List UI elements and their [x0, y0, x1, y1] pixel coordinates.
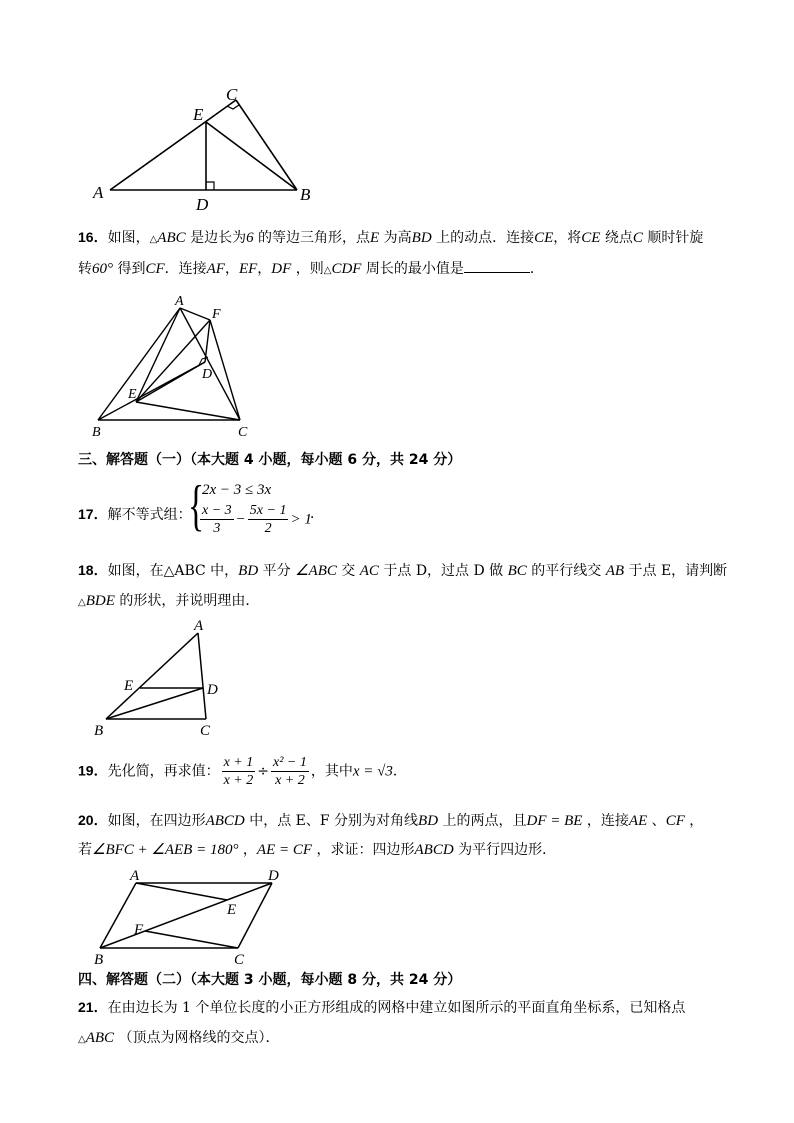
question-16-line1: 16．如图，△ABC 是边长为6 的等边三角形，点E 为高BD 上的动点．连接CE，将CE 绕点C 顺时针旋	[78, 229, 704, 246]
label-a: A	[194, 618, 204, 634]
system-brace: {	[188, 475, 205, 537]
question-16-line2: 转60° 得到CF．连接AF，EF，DF ，则△CDF 周长的最小值是 ．	[78, 258, 544, 281]
label-e: E	[128, 387, 137, 402]
label-e: E	[193, 105, 204, 124]
question-18-line2: △BDE 的形状，并说明理由．	[78, 593, 260, 609]
label-d: D	[202, 367, 213, 382]
label-f: F	[212, 307, 221, 322]
question-number: 18．	[78, 562, 108, 578]
label-d: D	[268, 868, 279, 884]
question-21-line1: 21．在由边长为 1 个单位长度的小正方形组成的网格中建立如图所示的平面直角坐标系，已知格点	[78, 999, 686, 1016]
question-number: 17．	[78, 506, 108, 522]
question-number: 21．	[78, 999, 108, 1015]
figure-q18	[88, 615, 238, 740]
question-18-line1: 18．如图，在△ABC 中，BD 平分 ∠ABC 交 AC 于点 D，过点 D 做 BC 的平行线交 AB 于点 E，请判断	[78, 562, 728, 579]
label-c: C	[200, 723, 211, 739]
label-c: C	[226, 85, 238, 104]
label-b: B	[300, 185, 311, 204]
question-19: 19．先化简，再求值： $\frac{x + 1}{x + 2}$ ÷ $\frac{\text{x² − 1}}{x + 2}$ ，其中x = √3．	[78, 755, 407, 788]
section-4-heading: 四、解答题（二）（本大题 3 小题，每小题 8 分，共 24 分）	[78, 972, 462, 988]
label-f: F	[134, 922, 144, 938]
question-21-line2: △ABC （顶点为网格线的交点）．	[78, 1030, 280, 1046]
label-d: D	[196, 195, 209, 214]
question-20-line1: 20．如图，在四边形ABCD 中，点 E、F 分别为对角线BD 上的两点，且DF = BE ，连接AE 、CF ，	[78, 812, 704, 829]
figure-q16	[88, 290, 268, 440]
label-e: E	[227, 902, 237, 918]
question-17: 17．解不等式组：	[78, 506, 192, 523]
answer-blank	[464, 258, 530, 273]
label-a: A	[93, 183, 104, 202]
figure-q15	[90, 80, 330, 215]
label-b: B	[92, 425, 101, 440]
label-e: E	[124, 678, 134, 694]
figure-q20	[88, 866, 288, 970]
section-3-heading: 三、解答题（一）（本大题 4 小题，每小题 6 分，共 24 分）	[78, 452, 462, 468]
label-a: A	[130, 868, 140, 884]
label-d: D	[207, 682, 218, 698]
question-number: 20．	[78, 812, 108, 828]
question-number: 19．	[78, 762, 108, 779]
label-b: B	[94, 723, 104, 739]
inequality-1: 2x − 3 ≤ 3x	[202, 482, 272, 498]
label-b: B	[94, 952, 104, 968]
label-a: A	[175, 294, 184, 309]
question-number: 16．	[78, 229, 108, 245]
question-20-line2: 若∠BFC + ∠AEB = 180° ，AE = CF ，求证：四边形ABCD 为平行四边形．	[78, 842, 557, 858]
inequality-2: $\frac{x - 3}{3}$ − $\frac{5x - 1}{2}$ > 1	[202, 503, 312, 536]
label-c: C	[238, 425, 248, 440]
label-c: C	[234, 952, 245, 968]
